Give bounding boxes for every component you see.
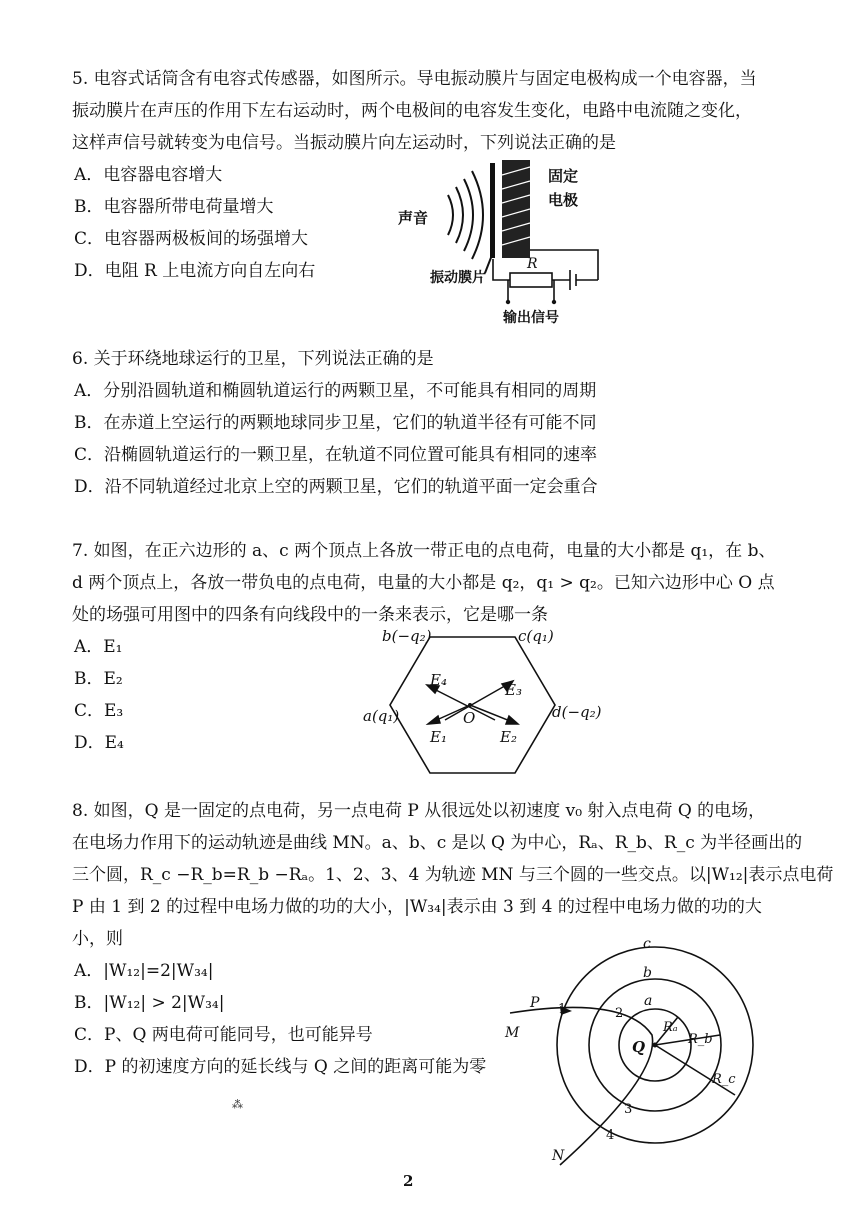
label-E2: E₂ [500,728,517,746]
page-number: 2 [403,1172,414,1190]
q8-stem-line-1: 8. 如图，Q 是一固定的点电荷，另一点电荷 P 从很远处以初速度 v₀ 射入点电荷 Q 的电场， [72,801,766,821]
label-N: N [552,1148,565,1164]
label-E3: E₃ [505,681,522,699]
stray-mark: ⁂ [232,1098,243,1111]
label-c: c(q₁) [518,627,554,645]
q5-stem-line-3: 这样声信号就转变为电信号。当振动膜片向左运动时，下列说法正确的是 [72,133,616,153]
q8-circles-figure [500,935,760,1170]
q7-option-d: D．E₄ [74,733,124,753]
label-diaphragm: 振动膜片 [430,270,486,286]
label-point-1: 1 [558,1002,567,1017]
q7-option-c: C．E₃ [74,701,124,721]
q8-option-d: D．P 的初速度方向的延长线与 Q 之间的距离可能为零 [74,1057,487,1077]
label-resistor: R [527,256,538,272]
label-point-4: 4 [606,1128,615,1143]
label-E4: E₄ [430,671,447,689]
q7-stem-line-3: 处的场强可用图中的四条有向线段中的一条来表示，它是哪一条 [72,605,548,625]
label-a: a [644,993,653,1009]
q5-stem-line-2: 振动膜片在声压的作用下左右运动时，两个电极间的电容发生变化，电路中电流随之变化， [72,101,752,121]
q6-stem: 6. 关于环绕地球运行的卫星，下列说法正确的是 [72,349,434,369]
label-a: a(q₁) [363,707,400,725]
sound-wave-icon [448,171,483,259]
label-b: b [643,965,652,981]
label-c: c [643,936,651,952]
resistor-r [510,273,552,287]
q8-option-a: A．|W₁₂|=2|W₃₄| [74,961,214,981]
q8-stem-line-3: 三个圆，R_c −R_b=R_b −Rₐ。1、2、3、4 为轨迹 MN 与三个圆的一些交点。以|W₁₂|表示点电荷 [72,865,834,885]
label-Rb: R_b [688,1032,713,1047]
label-d: d(−q₂) [552,703,602,721]
label-Q: Q [632,1038,646,1056]
q5-option-d: D．电阻 R 上电流方向自左向右 [74,261,316,281]
diaphragm-plate [490,163,495,258]
label-Rc: R_c [712,1072,736,1087]
label-P: P [530,995,540,1011]
label-O: O [463,709,476,727]
q7-hexagon-figure [360,625,605,780]
q7-option-b: B．E₂ [74,669,123,689]
label-output-signal: 输出信号 [503,310,559,326]
q6-option-a: A．分别沿圆轨道和椭圆轨道运行的两颗卫星，不可能具有相同的周期 [74,381,597,401]
label-fixed-electrode-2: 电极 [548,191,579,209]
label-b: b(−q₂) [382,627,432,645]
q8-stem-line-4: P 由 1 到 2 的过程中电场力做的功的大小，|W₃₄|表示由 3 到 4 的过程中电场力做的功的大 [72,897,762,917]
trajectory-mn [510,1007,653,1165]
q7-stem-line-2: d 两个顶点上，各放一带负电的点电荷，电量的大小都是 q₂，q₁ > q₂。已知六边形中心 O 点 [72,573,775,593]
q7-option-a: A．E₁ [74,637,123,657]
q5-option-b: B．电容器所带电荷量增大 [74,197,274,217]
q8-option-c: C．P、Q 两电荷可能同号，也可能异号 [74,1025,373,1045]
q8-stem-line-5: 小，则 [72,929,123,949]
q7-stem-line-1: 7. 如图，在正六边形的 a、c 两个顶点上各放一带正电的点电荷，电量的大小都是 q₁，在 b、 [72,541,776,561]
label-point-3: 3 [624,1102,633,1117]
label-fixed-electrode-1: 固定 [548,167,579,185]
label-M: M [505,1025,520,1041]
q5-stem-line-1: 5. 电容式话筒含有电容式传感器，如图所示。导电振动膜片与固定电极构成一个电容器，当 [72,69,757,89]
q8-option-b: B．|W₁₂| > 2|W₃₄| [74,993,225,1013]
q5-microphone-figure [390,155,620,325]
q5-option-a: A．电容器电容增大 [74,165,223,185]
label-point-2: 2 [615,1006,624,1021]
q8-stem-line-2: 在电场力作用下的运动轨迹是曲线 MN。a、b、c 是以 Q 为中心，Rₐ、R_b、R_c 为半径画出的 [72,833,803,853]
q5-option-c: C．电容器两极板间的场强增大 [74,229,309,249]
label-sound: 声音 [398,209,429,227]
q6-option-c: C．沿椭圆轨道运行的一颗卫星，在轨道不同位置可能具有相同的速率 [74,445,598,465]
label-E1: E₁ [430,728,447,746]
q6-option-b: B．在赤道上空运行的两颗地球同步卫星，它们的轨道半径有可能不同 [74,413,597,433]
label-Ra: Rₐ [663,1020,678,1035]
q6-option-d: D．沿不同轨道经过北京上空的两颗卫星，它们的轨道平面一定会重合 [74,477,598,497]
